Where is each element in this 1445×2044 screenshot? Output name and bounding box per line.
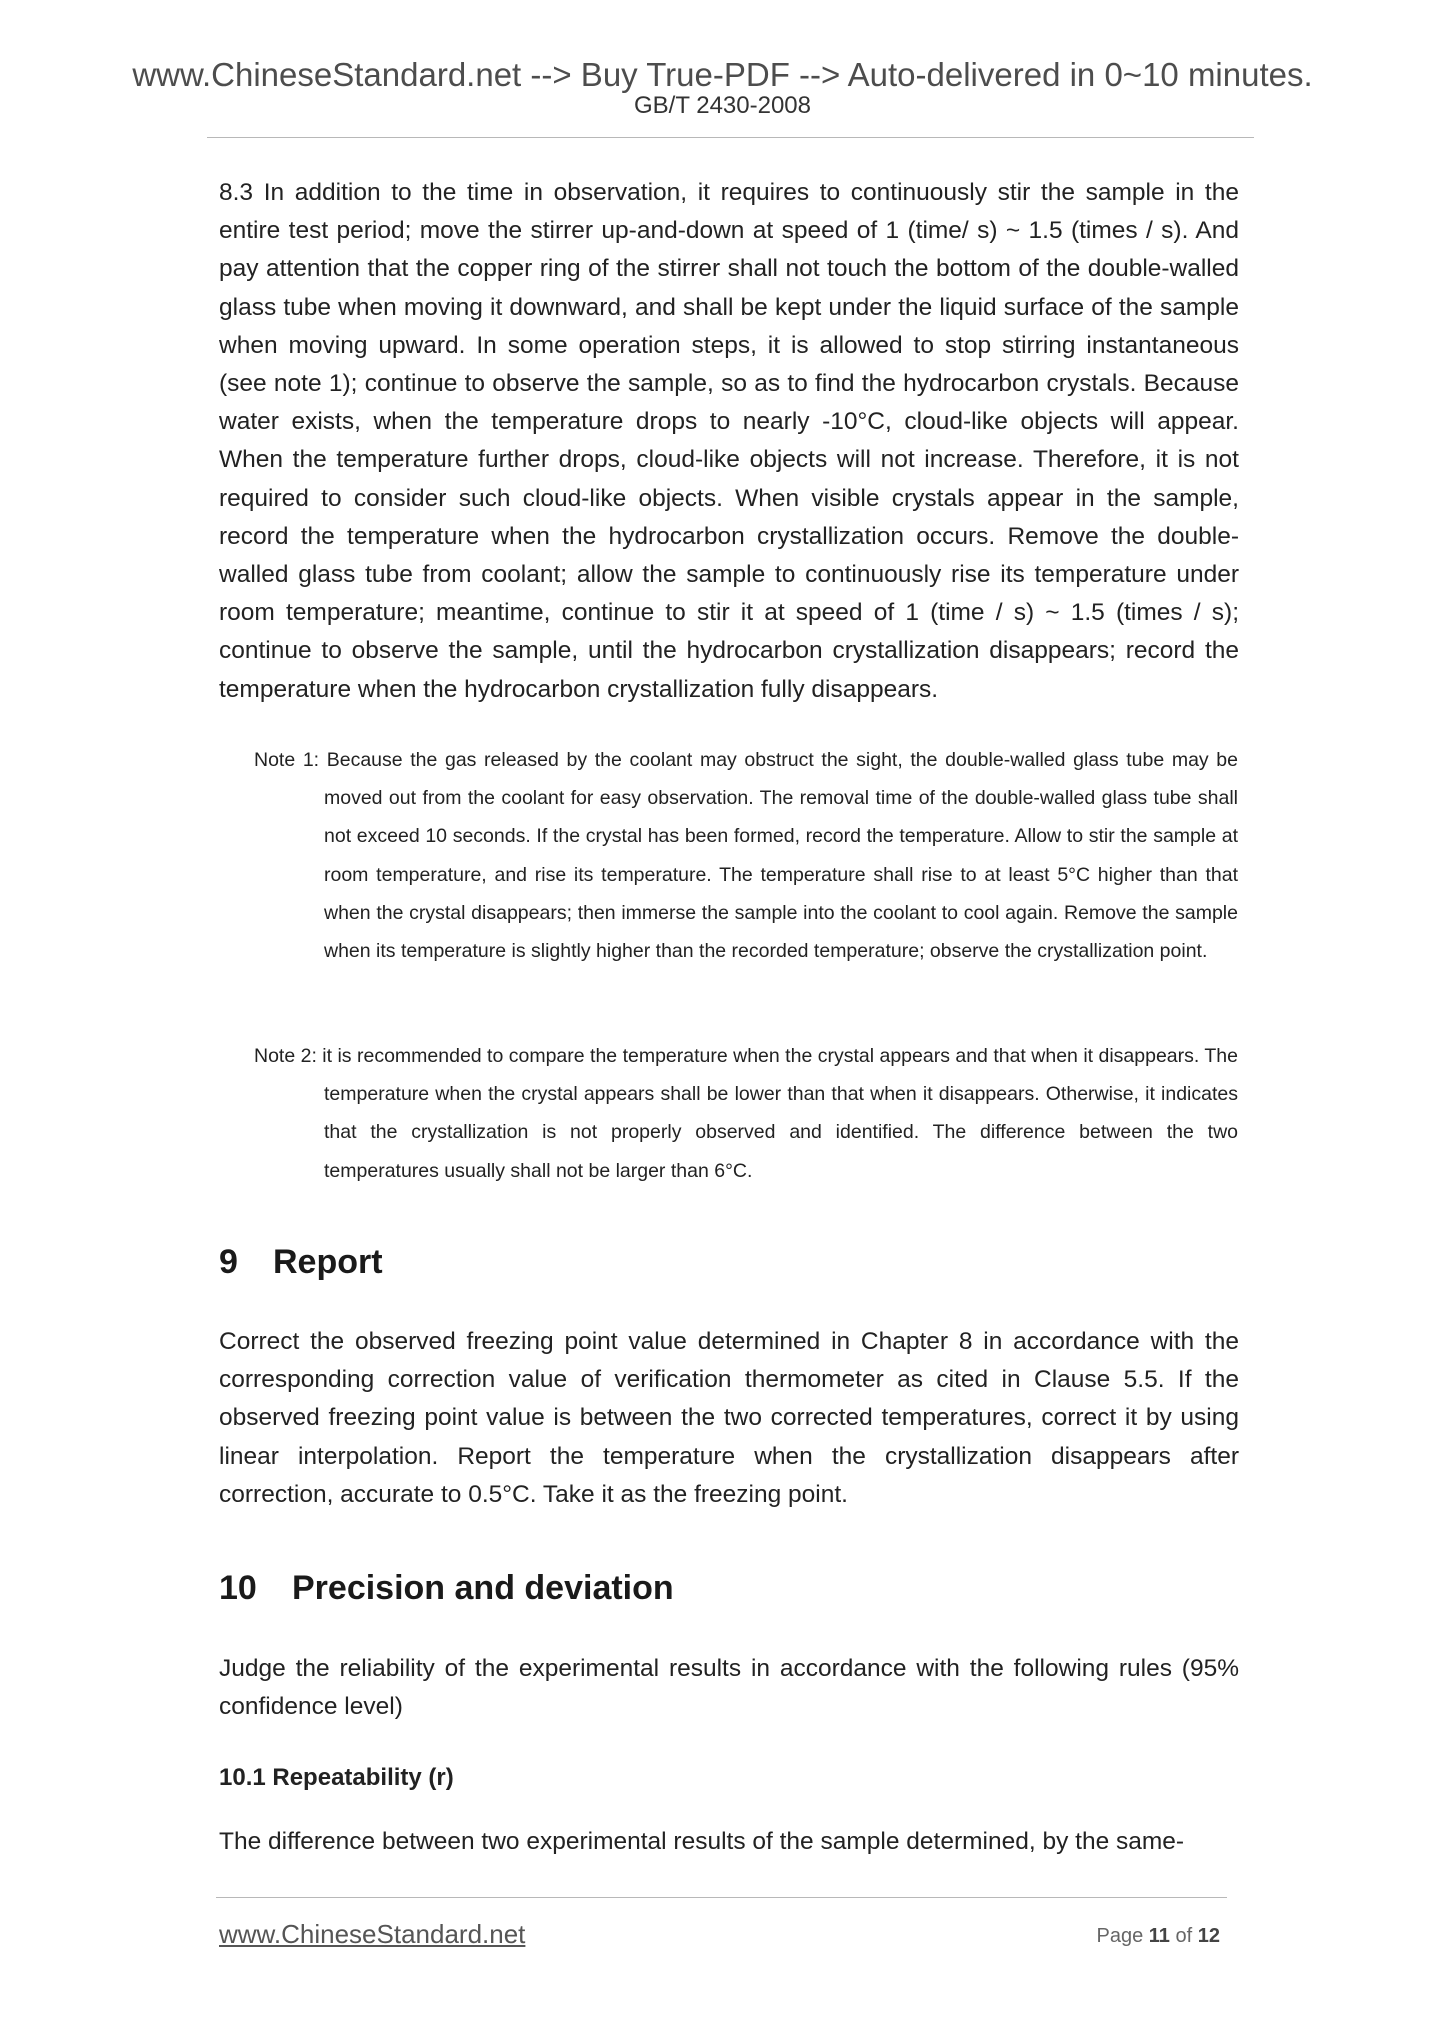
page-total: 12 — [1197, 1925, 1220, 1947]
section-9-paragraph: Correct the observed freezing point value determined in Chapter 8 in accordance with the corresponding correction value of verification thermometer as cited in Clause 5.5. If the observed freezing point value is between the two corrected temperatures, correct it by using linear interpolation. Report the temperature when the crystallization disappears after correction, accurate to 0.5°C. Take it as the freezing point. — [219, 1328, 1239, 1508]
section-9-title: Report — [273, 1243, 383, 1281]
document-code: GB/T 2430-2008 — [633, 92, 811, 119]
page-current: 11 — [1148, 1925, 1170, 1947]
page-number — [1097, 1926, 1221, 1946]
note-2: Note 2: it is recommended to compare the temperature when the crystal appears and that when it disappears. The temperature when the crystal appears shall be lower than that when it disappears. Otherwise, it indicates that the crystallization is not properly observed and identified. The difference between the two temperatures usually shall not be larger than 6°C. — [254, 1045, 1238, 1182]
footer-website-link[interactable]: www.ChineseStandard.net — [219, 1919, 526, 1949]
header-divider — [207, 137, 1254, 138]
clause-8-3-paragraph: 8.3 In addition to the time in observation, it requires to continuously stir the sample in the entire test period; move the stirrer up-and-down at speed of 1 (time/ s) ~ 1.5 (times / s). And pay attention that the copper ring of the stirrer shall not touch the bottom of the double-walled glass tube when moving it downward, and shall be kept under the liquid surface of the sample when moving upward. In some operation steps, it is allowed to stop stirring instantaneous (see note 1); continue to observe the sample, so as to find the hydrocarbon crystals. Because water exists, when the temperature drops to nearly -10°C, cloud-like objects will appear. When the temperature further drops, cloud-like objects will not increase. Therefore, it is not required to consider such cloud-like objects. When visible crystals appear in the sample, record the temperature when the hydrocarbon crystallization occurs. Remove the double-walled glass tube from coolant; allow the sample to continuously rise its temperature under room temperature; meantime, continue to stir it at speed of 1 (time / s) ~ 1.5 (times / s); continue to observe the sample, until the hydrocarbon crystallization disappears; record the temperature when the hydrocarbon crystallization fully disappears. — [219, 179, 1239, 703]
page-of: of — [1175, 1925, 1193, 1947]
section-9-heading — [219, 1245, 383, 1279]
page-label: Page — [1096, 1925, 1144, 1947]
section-10-1-heading: 10.1 Repeatability (r) — [219, 1764, 454, 1791]
section-10-title: Precision and deviation — [292, 1569, 674, 1607]
footer-divider — [216, 1897, 1227, 1898]
section-10-paragraph: Judge the reliability of the experimental results in accordance with the following rules (95% confidence level) — [219, 1655, 1239, 1721]
header-banner: www.ChineseStandard.net --> Buy True-PDF --> Auto-delivered in 0~10 minutes. — [132, 56, 1313, 93]
section-9-number: 9 — [219, 1243, 238, 1281]
note-1: Note 1: Because the gas released by the coolant may obstruct the sight, the double-walled glass tube may be moved out from the coolant for easy observation. The removal time of the double-walled glass tube shall not exceed 10 seconds. If the crystal has been formed, record the temperature. Allow to stir the sample at room temperature, and rise its temperature. The temperature shall rise to at least 5°C higher than that when the crystal disappears; then immerse the sample into the coolant to cool again. Remove the sample when its temperature is slightly higher than the recorded temperature; observe the crystallization point. — [254, 749, 1238, 963]
section-10-1-paragraph: The difference between two experimental results of the sample determined, by the same- — [219, 1828, 1185, 1855]
section-10-number: 10 — [219, 1569, 257, 1607]
section-10-heading — [219, 1571, 674, 1605]
